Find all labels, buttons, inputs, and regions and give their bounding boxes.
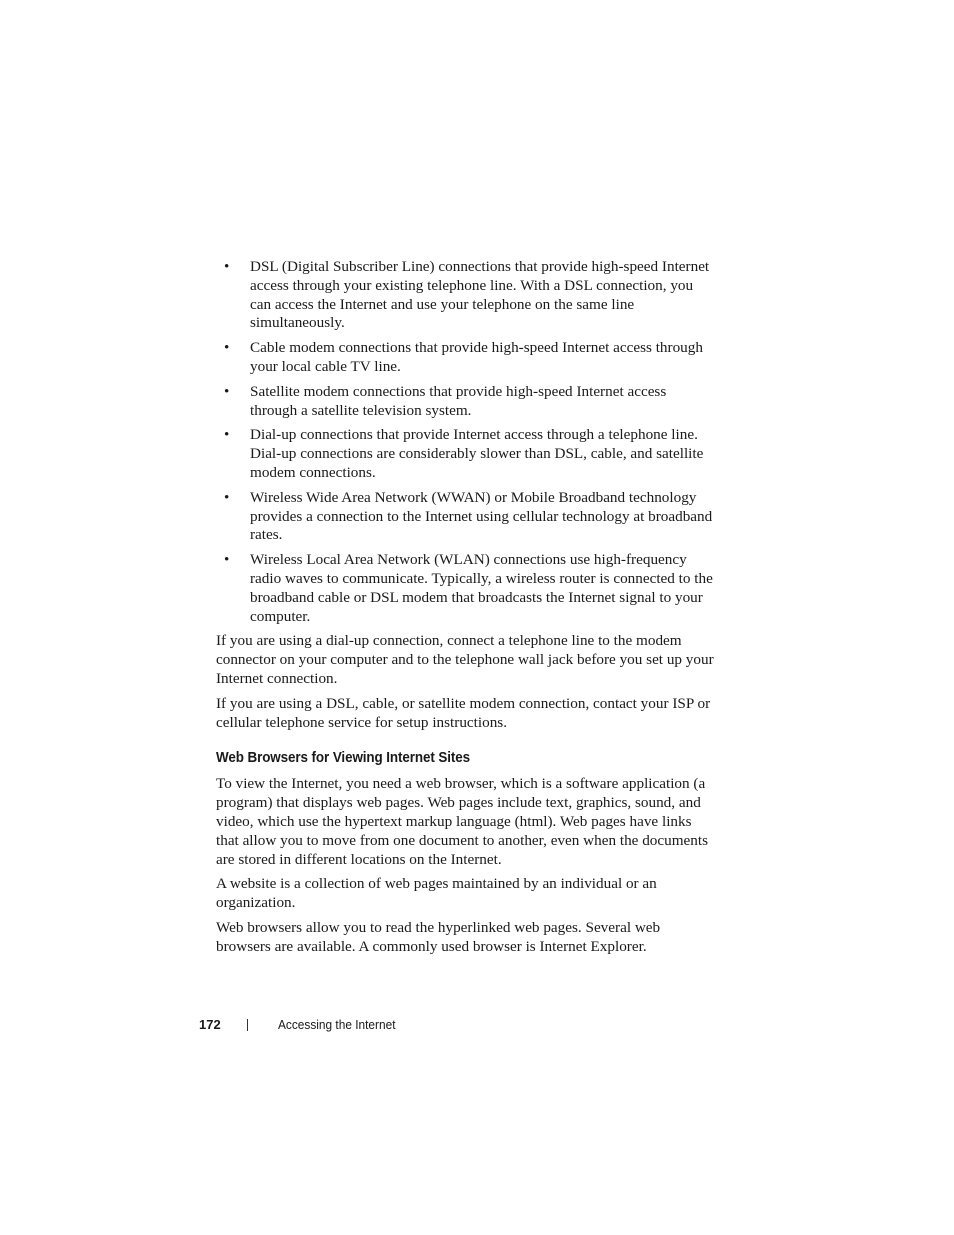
list-item-text: Cable modem connections that provide high-speed Internet access through your local cable TV line. <box>250 339 703 375</box>
bullet-icon: • <box>224 488 230 506</box>
bullet-icon: • <box>224 551 230 569</box>
list-item-text: DSL (Digital Subscriber Line) connections that provide high-speed Internet access through your existing telephone line. With a DSL connection, you can access the Internet and use your telephone on the same line simultaneously. <box>250 258 710 332</box>
list-item <box>216 489 716 545</box>
chapter-title: Accessing the Internet <box>278 1018 396 1032</box>
list-item-text: Wireless Wide Area Network (WWAN) or Mobile Broadband technology provides a connection to the Internet using cellular technology at broadband rates. <box>250 488 713 544</box>
dsl-setup-paragraph: If you are using a DSL, cable, or satellite modem connection, contact your ISP or cellular telephone service for setup instructions. <box>216 694 711 731</box>
section-heading: Web Browsers for Viewing Internet Sites <box>216 750 471 767</box>
browsers-available-paragraph: Web browsers allow you to read the hyperlinked web pages. Several web browsers are available. A commonly used browser is Internet Explorer. <box>216 918 661 955</box>
list-item-text: Dial-up connections that provide Internet access through a telephone line. Dial-up connections are considerably slower than DSL, cable, and satellite modem connections. <box>250 426 704 481</box>
list-item-text: Satellite modem connections that provide high-speed Internet access through a satellite television system. <box>250 382 667 419</box>
list-item <box>216 258 716 333</box>
browser-intro-paragraph: To view the Internet, you need a web browser, which is a software application (a program) that displays web pages. Web pages include text, graphics, sound, and video, which use the hypertext markup language (html). Web pages have links that allow you to move from one document to another, even when the documents are stored in different locations on the Internet. <box>216 775 709 868</box>
list-item <box>216 426 716 482</box>
connection-types-list <box>216 258 716 626</box>
page-body <box>216 258 716 963</box>
bullet-icon: • <box>224 382 230 400</box>
bullet-icon: • <box>224 426 230 444</box>
website-definition-paragraph: A website is a collection of web pages maintained by an individual or an organization. <box>216 875 657 912</box>
page-number: 172 <box>199 1017 221 1032</box>
list-item-text: Wireless Local Area Network (WLAN) connections use high-frequency radio waves to communicate. Typically, a wireless router is connected to the broadband cable or DSL modem that broadcasts the Internet signal to your computer. <box>250 551 713 625</box>
list-item <box>216 551 716 626</box>
list-item <box>216 339 716 377</box>
list-item <box>216 383 716 421</box>
bullet-icon: • <box>224 258 230 275</box>
bullet-icon: • <box>224 339 230 357</box>
dialup-setup-paragraph: If you are using a dial-up connection, connect a telephone line to the modem connector on your computer and to the telephone wall jack before you set up your Internet connection. <box>216 632 714 687</box>
footer-separator <box>247 1019 248 1031</box>
